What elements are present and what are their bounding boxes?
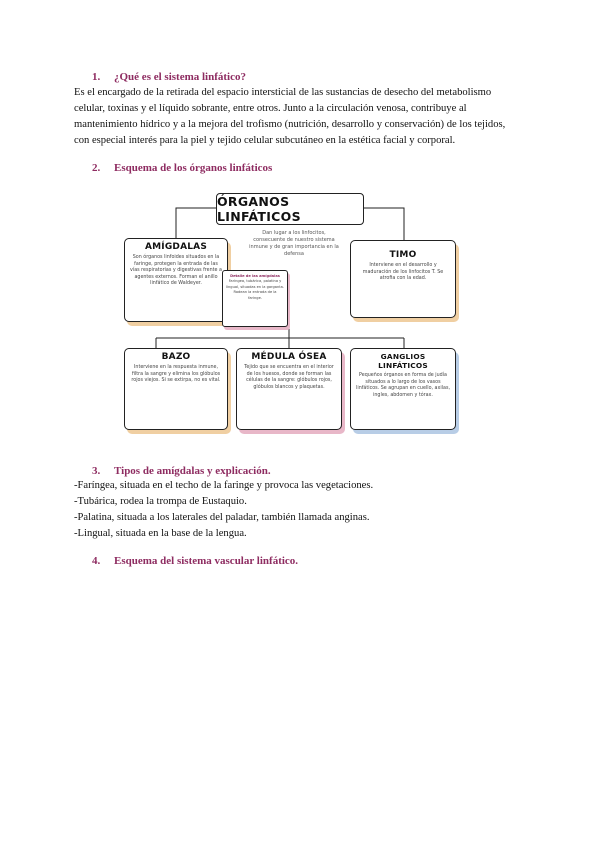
paragraph-line: Es el encargado de la retirada del espacio intersticial de las sustancias de desecho del metabolismo xyxy=(74,87,492,98)
amigdalas-card xyxy=(124,238,228,322)
list-item: -Tubárica, rodea la trompa de Eustaquio. xyxy=(74,496,247,507)
list-item: -Faríngea, situada en el techo de la faringe y provoca las vegetaciones. xyxy=(74,480,374,491)
section-title: Esquema de los órganos linfáticos xyxy=(114,162,273,174)
card-title: GANGLIOS LINFÁTICOS xyxy=(378,352,428,370)
medula-osea-card xyxy=(236,348,342,430)
card-body: Pequeños órganos en forma de judía situados a lo largo de los vasos linfáticos. Se agrupan en cuello, axilas, ingles, abdomen y tórax. xyxy=(356,373,450,398)
section-number: 1. xyxy=(92,71,101,83)
diagram-title: ÓRGANOS LINFÁTICOS xyxy=(216,193,364,225)
section-title: ¿Qué es el sistema linfático? xyxy=(114,71,246,83)
card-body: Tejido que se encuentra en el interior de los huesos, donde se forman las células de la sangre: glóbulos rojos, glóbulos blancos y plaquetas. xyxy=(244,365,334,390)
section-3-heading xyxy=(92,465,271,477)
section-number: 4. xyxy=(92,555,101,567)
section-2-heading xyxy=(92,162,272,174)
card-title: AMÍGDALAS xyxy=(144,242,208,252)
amigdalas-types-list xyxy=(74,478,373,542)
timo-card xyxy=(350,240,456,318)
ganglios-card xyxy=(350,348,456,430)
section-1-paragraph xyxy=(74,85,534,149)
card-body: Son órganos linfoides situados en la faringe, protegen la entrada de las vías respiratorias y digestivas frente a agentes externos. Forman el anillo linfático de Waldeyer. xyxy=(130,255,222,287)
section-number: 3. xyxy=(92,465,101,477)
detail-header: Detalle de las amígdalas xyxy=(230,274,280,278)
section-number: 2. xyxy=(92,162,101,174)
section-title: Tipos de amígdalas y explicación. xyxy=(114,465,271,477)
card-body: Interviene en la respuesta inmune, filtra la sangre y elimina los glóbulos rojos viejos. Si se extirpa, no es vital. xyxy=(131,365,221,384)
lymphatic-organs-diagram xyxy=(118,190,460,436)
amigdalas-detail-card xyxy=(222,270,288,327)
bazo-card xyxy=(124,348,228,430)
card-body: Interviene en el desarrollo y maduración de los linfocitos T. Se atrofia con la edad. xyxy=(362,263,444,282)
paragraph-line: mantenimiento hídrico y a la mejora del trofismo (nutrición, desarrollo y conservación) de los tejidos, xyxy=(74,119,506,130)
section-title: Esquema del sistema vascular linfático. xyxy=(114,555,299,567)
diagram-description: Dan lugar a los linfocitos, consecuente de nuestro sistema inmune y de gran importancia en la defensa xyxy=(249,230,339,257)
paragraph-line: celular, toxinas y el líquido sobrante, entre otros. Junto a la circulación venosa, contribuye al xyxy=(74,103,467,114)
list-item: -Lingual, situada en la base de la lengua. xyxy=(74,528,247,539)
detail-body: Faríngea, tubárica, palatina y lingual, situadas en la garganta. Rodean la entrada de la faringe. xyxy=(226,279,284,300)
card-title: BAZO xyxy=(161,352,191,362)
card-title: MÉDULA ÓSEA xyxy=(251,352,327,362)
list-item: -Palatina, situada a los laterales del paladar, también llamada anginas. xyxy=(74,512,370,523)
section-1-heading xyxy=(92,71,246,83)
card-title: TIMO xyxy=(389,250,417,260)
paragraph-line: con especial interés para la piel y tejido celular subcutáneo en la estética facial y corporal. xyxy=(74,135,456,146)
section-4-heading xyxy=(92,555,298,567)
